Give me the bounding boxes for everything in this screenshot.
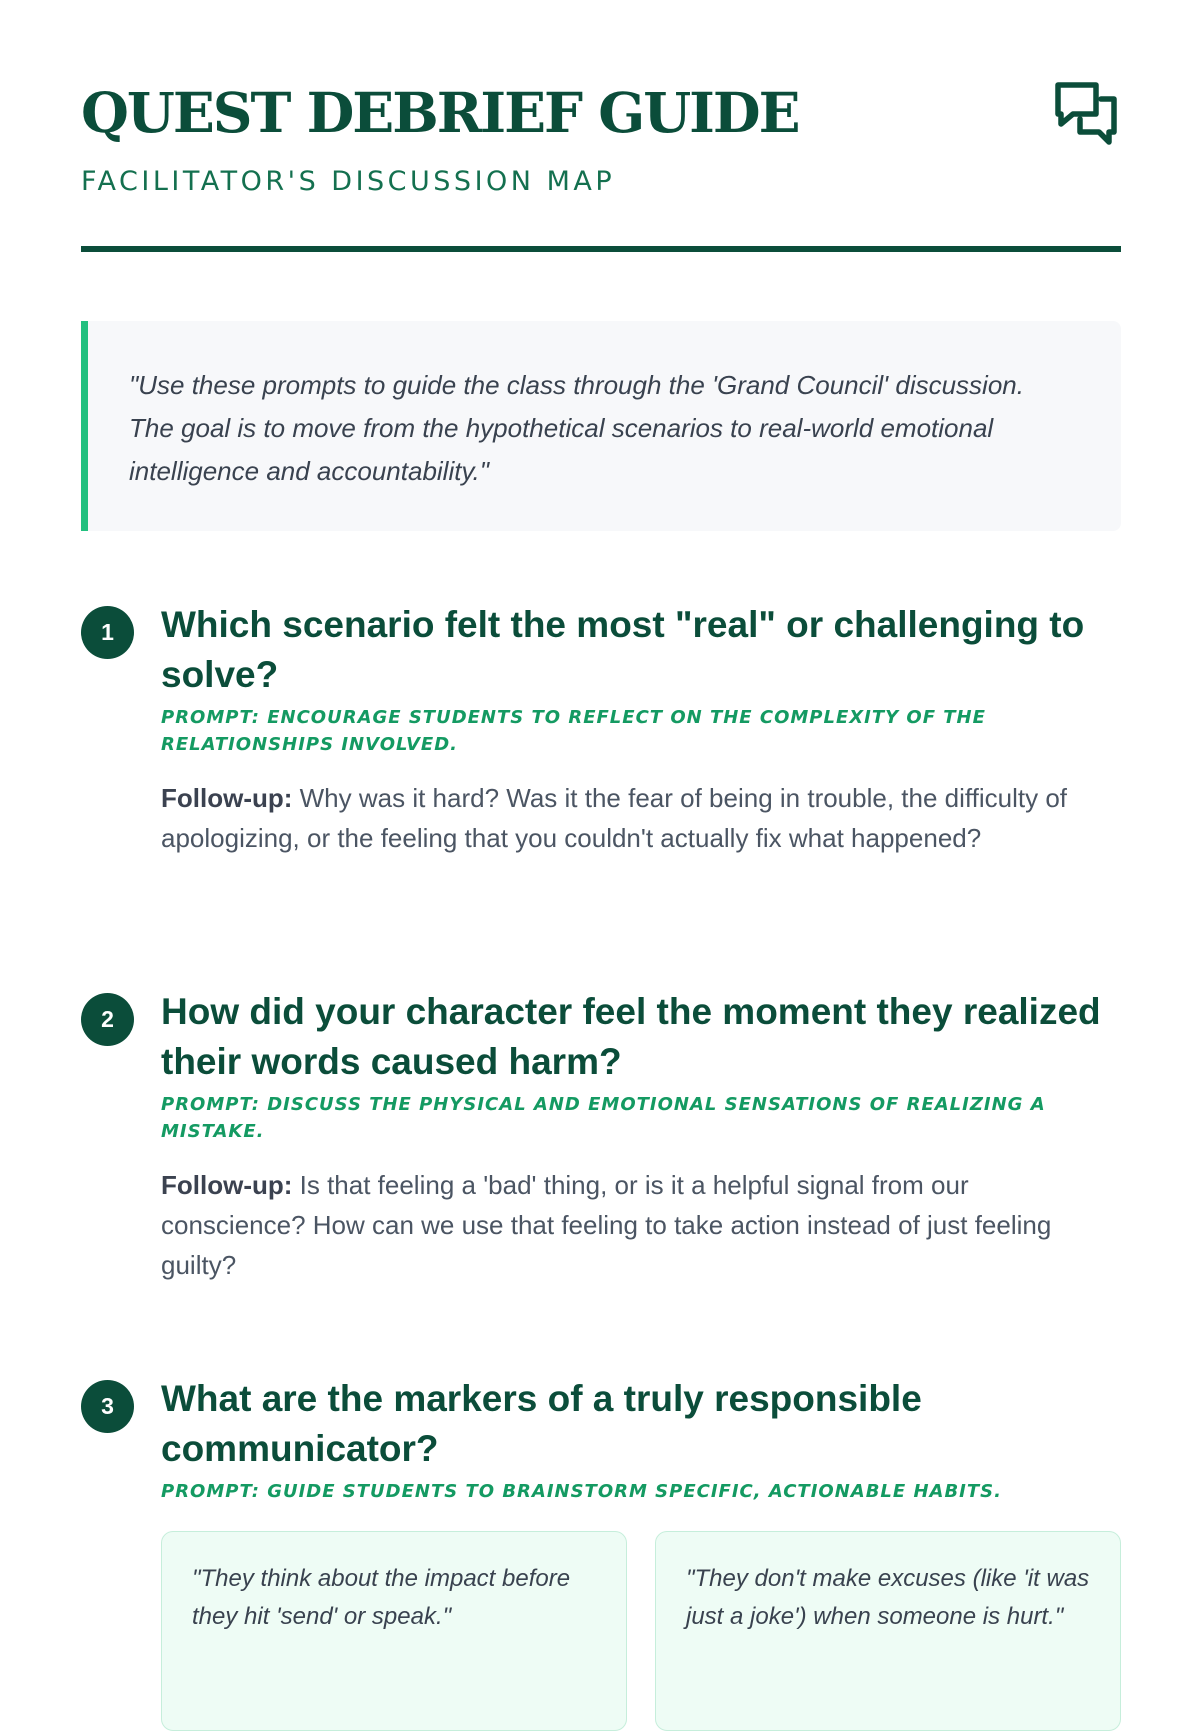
question-title: How did your character feel the moment they realized their words caused harm? xyxy=(161,991,1101,1082)
habit-card-text: "They think about the impact before they hit 'send' or speak." xyxy=(192,1565,571,1630)
question-followup xyxy=(161,778,1081,858)
question-number-badge: 3 xyxy=(81,1380,134,1433)
question-prompt: PROMPT: GUIDE STUDENTS TO BRAINSTORM SPECIFIC, ACTIONABLE HABITS. xyxy=(161,1481,1002,1502)
question-followup xyxy=(161,1165,1081,1285)
habit-card xyxy=(655,1531,1121,1731)
header-divider xyxy=(81,246,1121,252)
page-title: QUEST DEBRIEF GUIDE xyxy=(81,80,799,145)
habit-cards xyxy=(161,1531,1121,1731)
page-subtitle: FACILITATOR'S DISCUSSION MAP xyxy=(81,166,616,197)
intro-callout xyxy=(81,321,1121,531)
followup-label: Follow-up: xyxy=(161,1170,293,1200)
habit-card-text: "They don't make excuses (like 'it was just a joke') when someone is hurt." xyxy=(686,1565,1090,1630)
intro-quote: "Use these prompts to guide the class through the 'Grand Council' discussion. The goal is to move from the hypothetical scenarios to real-world emotional intelligence and accountability." xyxy=(129,370,1024,486)
question-prompt: PROMPT: DISCUSS THE PHYSICAL AND EMOTIONAL SENSATIONS OF REALIZING A MISTAKE. xyxy=(161,1094,1046,1142)
question-title: Which scenario felt the most "real" or challenging to solve? xyxy=(161,604,1085,695)
question-title: What are the markers of a truly responsible communicator? xyxy=(161,1378,922,1469)
followup-text: Is that feeling a 'bad' thing, or is it a helpful signal from our conscience? How can we use that feeling to take action instead of just feeling guilty? xyxy=(161,1170,1052,1280)
followup-text: Why was it hard? Was it the fear of being in trouble, the difficulty of apologizing, or the feeling that you couldn't actually fix what happened? xyxy=(161,783,1068,853)
chat-bubbles-icon xyxy=(1053,80,1119,146)
question-number-badge: 2 xyxy=(81,993,134,1046)
followup-label: Follow-up: xyxy=(161,783,293,813)
question-number-badge: 1 xyxy=(81,606,134,659)
habit-card xyxy=(161,1531,627,1731)
debrief-guide-page xyxy=(81,0,1121,1630)
header xyxy=(81,0,1121,254)
question-prompt: PROMPT: ENCOURAGE STUDENTS TO REFLECT ON THE COMPLEXITY OF THE RELATIONSHIPS INVOLVED. xyxy=(161,707,986,755)
